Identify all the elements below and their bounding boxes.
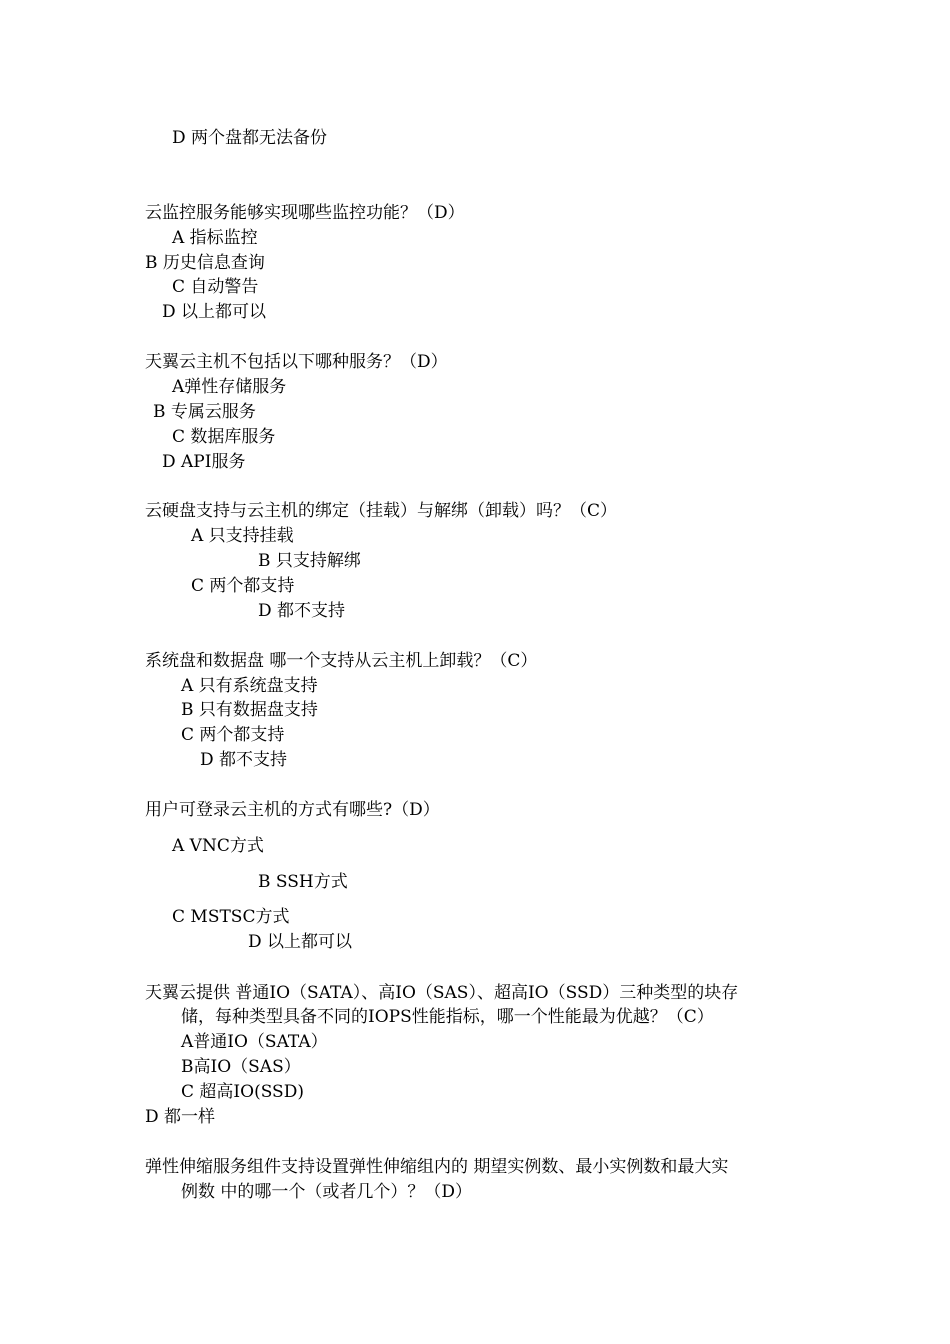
answer-option-line: D 都一样	[145, 1107, 216, 1127]
answer-option-line: B SSH方式	[258, 872, 348, 892]
answer-option-line: A 只有系统盘支持	[181, 676, 318, 696]
answer-option-line: A 指标监控	[172, 228, 258, 248]
question-line: 云硬盘支持与云主机的绑定（挂载）与解绑（卸载）吗？（C）	[145, 501, 618, 521]
answer-option-line: A VNC方式	[172, 836, 264, 856]
question-line: 云监控服务能够实现哪些监控功能？（D）	[145, 203, 465, 223]
answer-option-line: C 两个都支持	[191, 576, 295, 596]
answer-option-line: D 都不支持	[258, 601, 346, 621]
answer-option-line: D 以上都可以	[162, 302, 267, 322]
question-line: 系统盘和数据盘 哪一个支持从云主机上卸载？（C）	[145, 651, 538, 671]
answer-option-line: C 两个都支持	[181, 725, 285, 745]
question-line: 储，每种类型具备不同的IOPS性能指标，哪一个性能最为优越？（C）	[181, 1007, 714, 1027]
answer-option-line: D 以上都可以	[248, 932, 353, 952]
question-line: 例数 中的哪一个（或者几个）？（D）	[181, 1182, 473, 1202]
answer-option-line: B 只支持解绑	[258, 551, 361, 571]
answer-option-line: A弹性存储服务	[172, 377, 287, 397]
answer-option-line: A普通IO（SATA）	[181, 1032, 328, 1052]
answer-option-line: B 只有数据盘支持	[181, 700, 318, 720]
answer-option-line: C 超高IO(SSD)	[181, 1082, 304, 1102]
answer-option-line: B 历史信息查询	[145, 253, 265, 273]
answer-option-line: D 都不支持	[200, 750, 288, 770]
question-line: 弹性伸缩服务组件支持设置弹性伸缩组内的 期望实例数、最小实例数和最大实	[145, 1157, 729, 1177]
answer-option-line: C 自动警告	[172, 277, 259, 297]
question-line: 天翼云主机不包括以下哪种服务？（D）	[145, 352, 448, 372]
answer-option-line: C 数据库服务	[172, 427, 276, 447]
question-line: 天翼云提供 普通IO（SATA）、高IO（SAS）、超高IO（SSD）三种类型的块存	[145, 983, 739, 1003]
answer-option-line: A 只支持挂载	[191, 526, 294, 546]
question-line: 用户可登录云主机的方式有哪些?（D）	[145, 800, 440, 820]
answer-option-line: D 两个盘都无法备份	[172, 128, 328, 148]
answer-option-line: D API服务	[162, 452, 246, 472]
answer-option-line: C MSTSC方式	[172, 907, 290, 927]
answer-option-line: B 专属云服务	[153, 402, 256, 422]
answer-option-line: B高IO（SAS）	[181, 1057, 301, 1077]
